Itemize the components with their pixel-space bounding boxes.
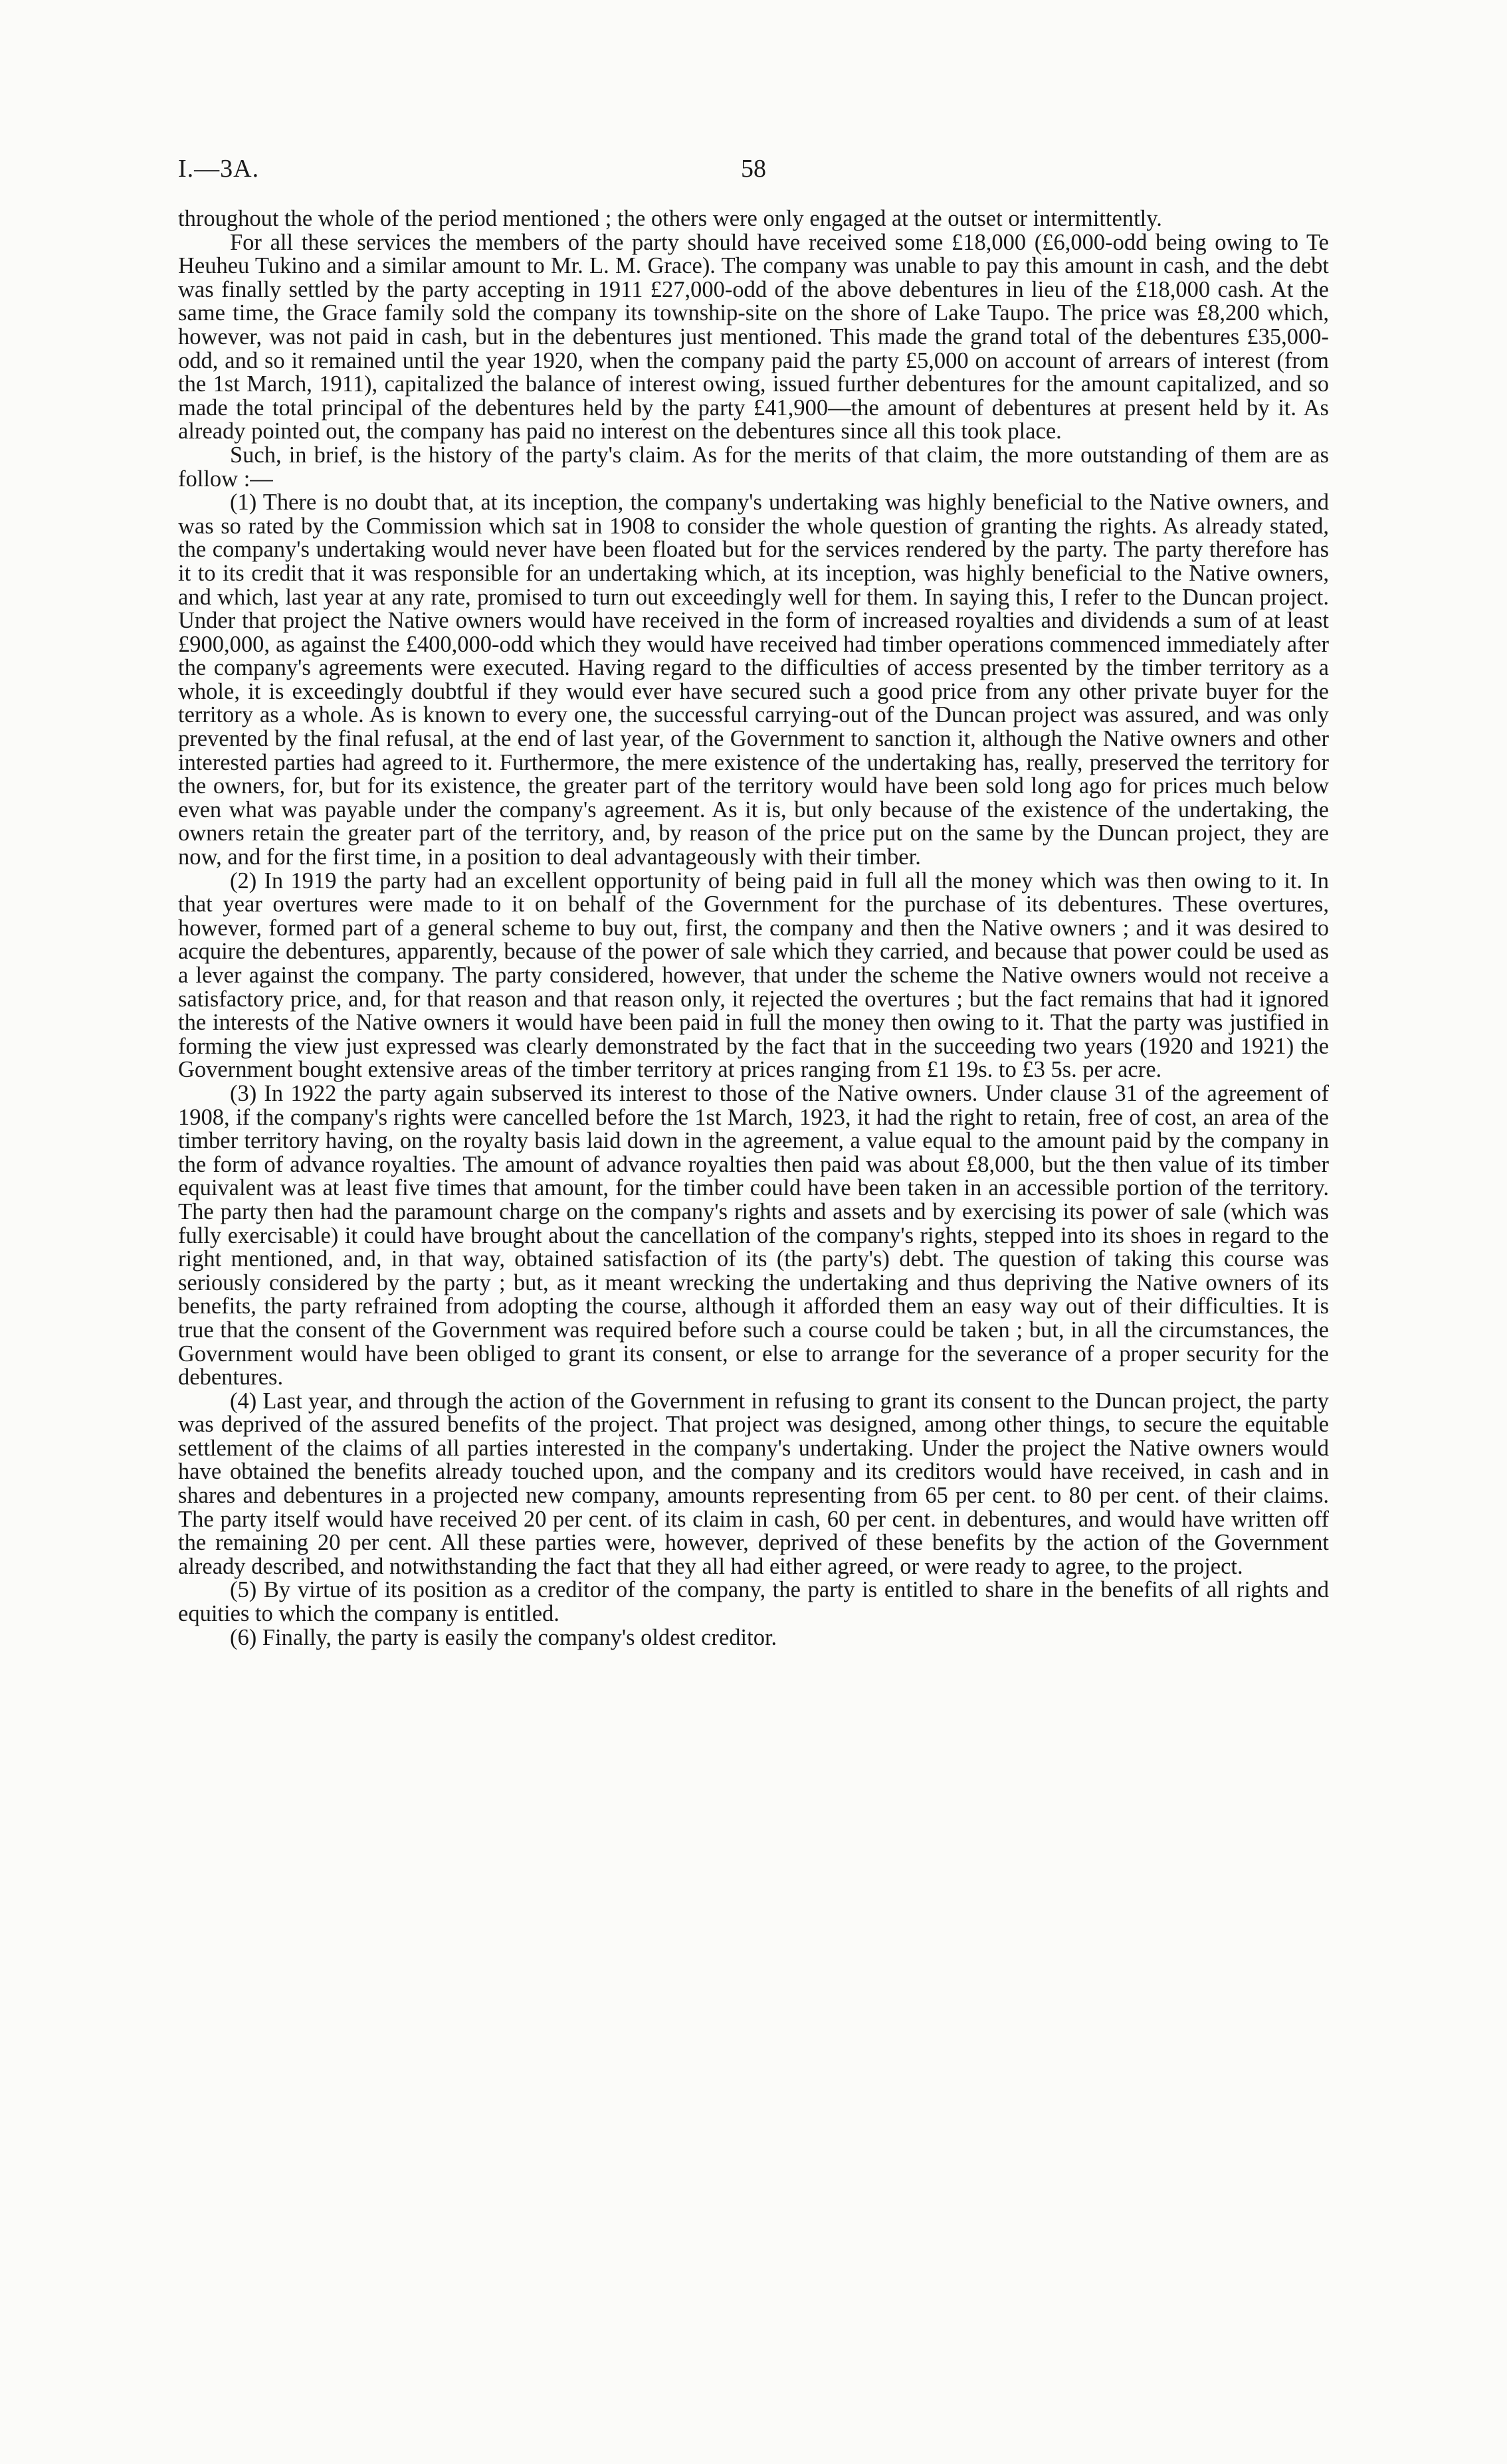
paragraph-merit-1: (1) There is no doubt that, at its inception, the company's undertaking was highly beneficial to the Native owners, and was so rated by the Commission which sat in 1908 to consider the whole question of granting the rights. As already stated, the company's undertaking would never have been floated but for the services rendered by the party. The party therefore has it to its credit that it was responsible for an undertaking which, at its inception, was highly beneficial to the Native owners, and which, last year at any rate, promised to turn out exceedingly well for them. In saying this, I refer to the Duncan project. Under that project the Native owners would have received in the form of increased royalties and dividends a sum of at least £900,000, as against the £400,000-odd which they would have received had timber operations commenced immediately after the company's agreements were executed. Having regard to the difficulties of access presented by the timber territory as a whole, it is exceedingly doubtful if they would ever have secured such a good price from any other private buyer for the territory as a whole. As is known to every one, the successful carrying-out of the Duncan project was assured, and was only prevented by the final refusal, at the end of last year, of the Government to sanction it, although the Native owners and other interested parties had agreed to it. Furthermore, the mere existence of the undertaking has, really, preserved the territory for the owners, for, but for its existence, the greater part of the territory would have been sold long ago for prices much below even what was payable under the company's agreement. As it is, but only because of the existence of the undertaking, the owners retain the greater part of the territory, and, by reason of the price put on the same by the Duncan project, they are now, and for the first time, in a position to deal advantageously with their timber. [178,490,1329,870]
paragraph-merit-4: (4) Last year, and through the action of the Government in refusing to grant its consent to the Duncan project, the party was deprived of the assured benefits of the project. That project was designed, among other things, to secure the equitable settlement of the claims of all parties interested in the company's undertaking. Under the project the Native owners would have obtained the benefits already touched upon, and the company and its creditors would have received, in cash and in shares and debentures in a projected new company, amounts representing from 65 per cent. to 80 per cent. of their claims. The party itself would have received 20 per cent. of its claim in cash, 60 per cent. in debentures, and would have written off the remaining 20 per cent. All these parties were, however, deprived of these benefits by the action of the Government already described, and notwithstanding the fact that they all had either agreed, or were ready to agree, to the project. [178,1388,1329,1579]
document-reference: I.—3A. [178,155,260,183]
paragraph-merit-2: (2) In 1919 the party had an excellent opportunity of being paid in full all the money which was then owing to it. In that year overtures were made to it on behalf of the Government for the purchase of its debentures. These overtures, however, formed part of a general scheme to buy out, first, the company and then the Native owners ; and it was desired to acquire the debentures, apparently, because of the power of sale which they carried, and because that power could be used as a lever against the company. The party considered, however, that under the scheme the Native owners would not receive a satisfactory price, and, for that reason and that reason only, it rejected the overtures ; but the fact remains that had it ignored the interests of the Native owners it would have been paid in full the money then owing to it. That the party was justified in forming the view just expressed was clearly demonstrated by the fact that in the succeeding two years (1920 and 1921) the Government bought extensive areas of the timber territory at prices ranging from £1 19s. to £3 5s. per acre. [178,868,1329,1083]
paragraph-services-and-debentures: For all these services the members of the party should have received some £18,000 (£6,000-odd being owing to Te Heuheu Tukino and a similar amount to Mr. L. M. Grace). The company was unable to pay this amount in cash, and the debt was finally settled by the party accepting in 1911 £27,000-odd of the above debentures in lieu of the £18,000 cash. At the same time, the Grace family sold the company its township-site on the shore of Lake Taupo. The price was £8,200 which, however, was not paid in cash, but in the debentures just mentioned. This made the grand total of the debentures £35,000-odd, and so it remained until the year 1920, when the company paid the party £5,000 on account of arrears of interest (from the 1st March, 1911), capitalized the balance of interest owing, issued further debentures for the amount capitalized, and so made the total principal of the debentures held by the party £41,900—the amount of debentures at present held by it. As already pointed out, the company has paid no interest on the debentures since all this took place. [178,229,1329,444]
body-text [178,207,1329,1650]
paragraph-continuation: throughout the whole of the period mentioned ; the others were only engaged at the outset or intermittently. [178,206,1162,231]
page-header [178,154,1329,194]
paragraph-history-summary: Such, in brief, is the history of the party's claim. As for the merits of that claim, the more outstanding of them are as follow :— [178,442,1329,492]
paragraph-merit-3: (3) In 1922 the party again subserved its interest to those of the Native owners. Under clause 31 of the agreement of 1908, if the company's rights were cancelled before the 1st March, 1923, it had the right to retain, free of cost, an area of the timber territory having, on the royalty basis laid down in the agreement, a value equal to the amount paid by the company in the form of advance royalties. The amount of advance royalties then paid was about £8,000, but the then value of its timber equivalent was at least five times that amount, for the timber could have been taken in an accessible portion of the territory. The party then had the paramount charge on the company's rights and assets and by exercising its power of sale (which was fully exercisable) it could have brought about the cancellation of the company's rights, stepped into its shoes in regard to the right mentioned, and, in that way, obtained satisfaction of its (the party's) debt. The question of taking this course was seriously considered by the party ; but, as it meant wrecking the undertaking and thus depriving the Native owners of its benefits, the party refrained from adopting the course, although it afforded them an easy way out of their difficulties. It is true that the consent of the Government was required before such a course could be taken ; but, in all the circumstances, the Government would have been obliged to grant its consent, or else to arrange for the severance of a proper security for the debentures. [178,1080,1329,1390]
paragraph-merit-6: (6) Finally, the party is easily the company's oldest creditor. [230,1624,777,1650]
page-number: 58 [741,155,766,183]
paragraph-merit-5: (5) By virtue of its position as a creditor of the company, the party is entitled to share in the benefits of all rights and equities to which the company is entitled. [178,1577,1329,1627]
